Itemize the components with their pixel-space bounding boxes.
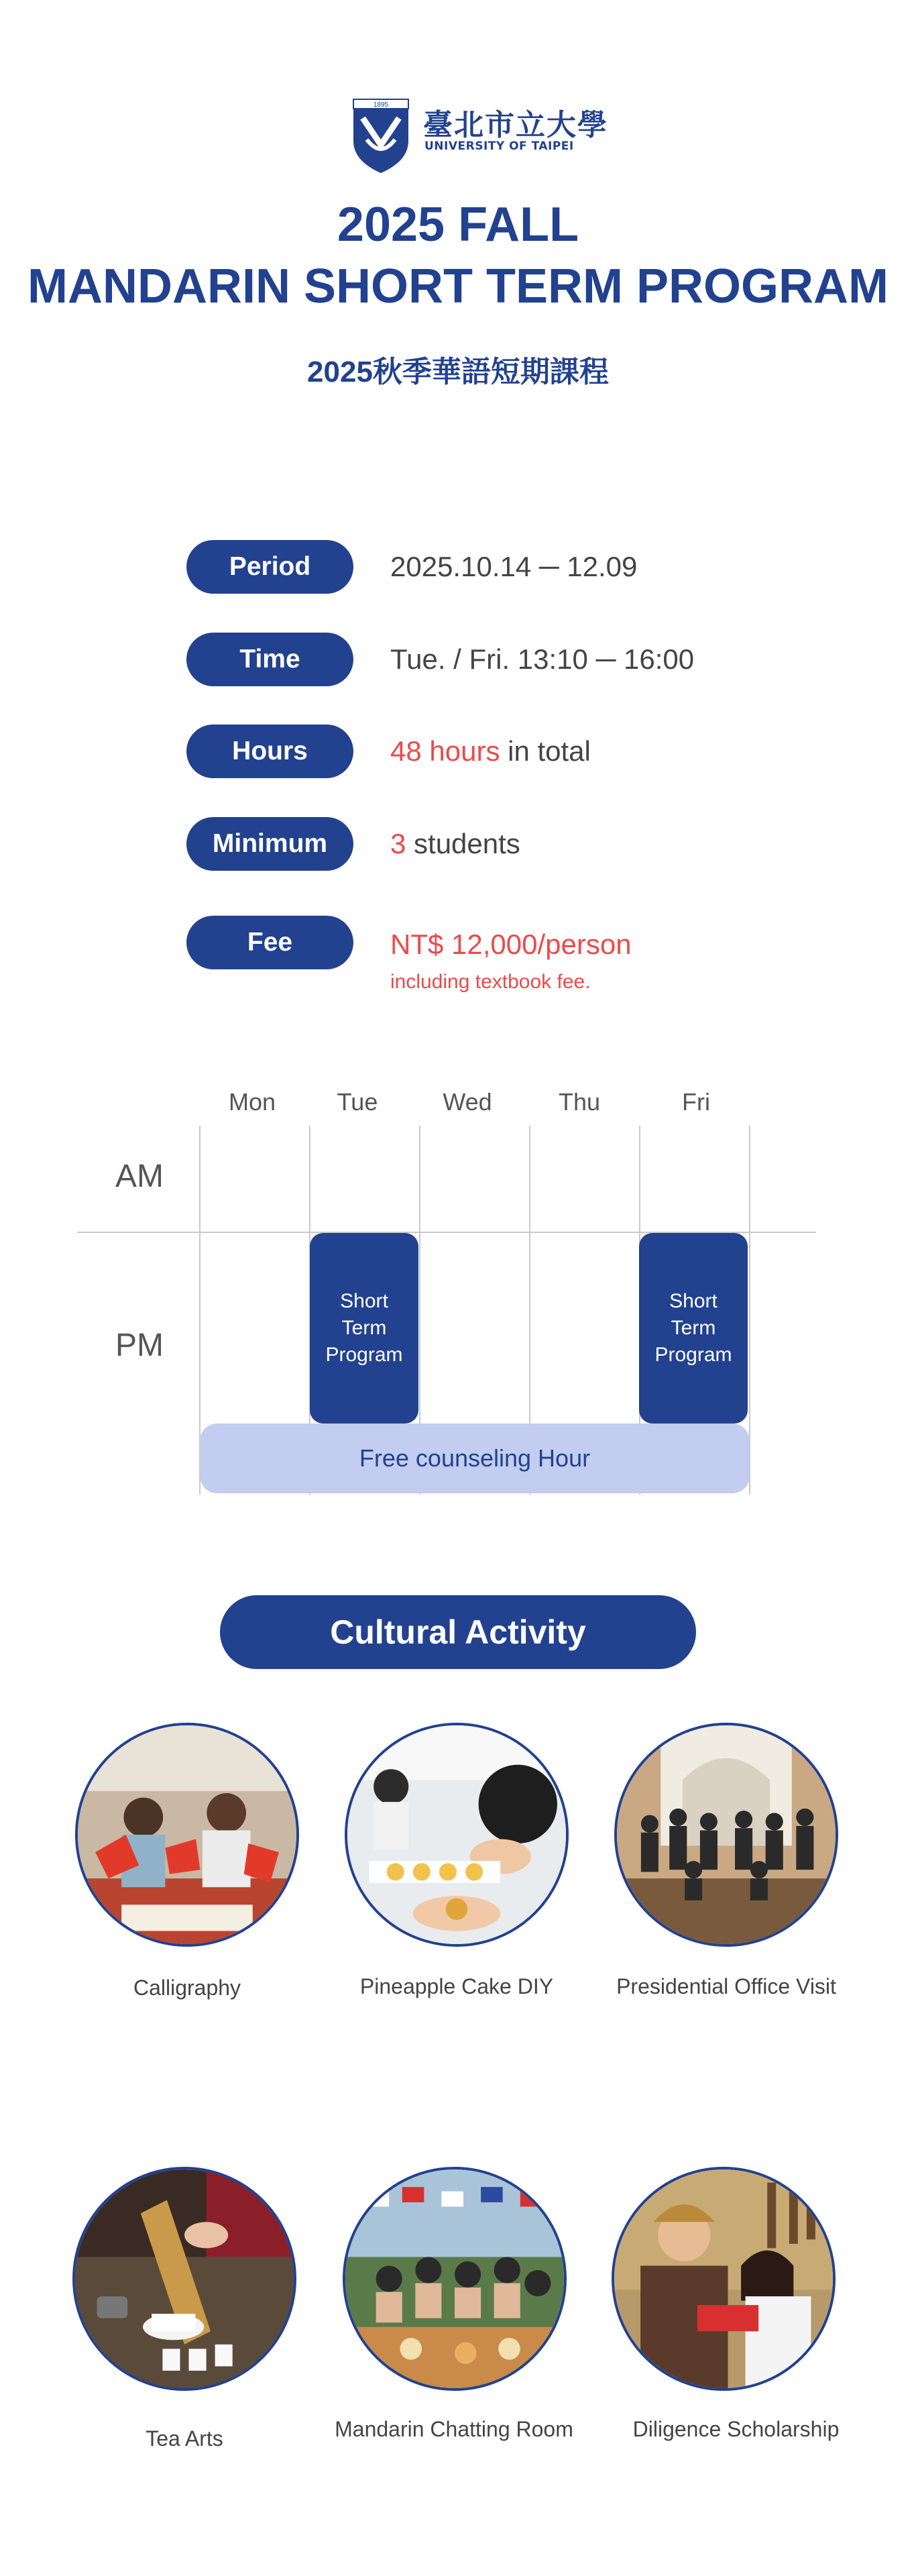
logo-english-name: UNIVERSITY OF TAIPEI xyxy=(424,140,574,153)
free-counseling-bar: Free counseling Hour xyxy=(200,1424,750,1493)
time-value: Tue. / Fri. 13:10 ─ 16:00 xyxy=(390,643,695,675)
tea-arts-photo xyxy=(72,2167,296,2391)
calligraphy-caption: Calligraphy xyxy=(133,1976,241,2000)
hours-label-pill: Hours xyxy=(186,724,353,778)
chatting-room-caption: Mandarin Chatting Room xyxy=(335,2417,573,2441)
chatting-room-photo xyxy=(343,2167,567,2391)
period-label-pill: Period xyxy=(186,540,353,594)
hours-rest: in total xyxy=(500,735,591,767)
page-title-line1: 2025 FALL xyxy=(337,198,579,252)
pineapple-cake-photo xyxy=(345,1723,569,1947)
day-thu: Thu xyxy=(558,1088,601,1116)
calligraphy-photo xyxy=(75,1723,299,1947)
pineapple-cake-caption: Pineapple Cake DIY xyxy=(359,1974,554,1998)
fee-value: NT$ 12,000/person xyxy=(390,928,632,960)
shield-icon xyxy=(351,94,411,174)
scholarship-caption: Diligence Scholarship xyxy=(632,2417,840,2441)
time-label-pill: Time xyxy=(186,633,353,686)
minimum-label-pill: Minimum xyxy=(186,817,353,871)
page-title-line2: MANDARIN SHORT TERM PROGRAM xyxy=(27,260,889,313)
minimum-value xyxy=(390,827,520,861)
fri-short-term-block: Short Term Program xyxy=(639,1233,748,1424)
minimum-rest: students xyxy=(406,828,520,859)
tue-short-term-block: Short Term Program xyxy=(310,1233,418,1424)
day-tue: Tue xyxy=(337,1088,378,1116)
university-logo xyxy=(351,94,608,174)
pm-label: PM xyxy=(115,1328,164,1363)
am-label: AM xyxy=(115,1159,164,1194)
page-subtitle-chinese: 2025秋季華語短期課程 xyxy=(307,356,609,388)
period-value: 2025.10.14 ─ 12.09 xyxy=(390,551,638,582)
day-wed: Wed xyxy=(443,1088,492,1116)
fee-label-pill: Fee xyxy=(186,916,353,969)
presidential-office-photo xyxy=(614,1723,838,1947)
minimum-highlight: 3 xyxy=(390,828,406,859)
hours-highlight: 48 hours xyxy=(390,735,500,767)
fee-note: including textbook fee. xyxy=(390,971,591,993)
day-mon: Mon xyxy=(228,1088,276,1116)
logo-chinese-name: 臺北市立大學 xyxy=(423,108,608,142)
hours-value xyxy=(390,735,591,768)
presidential-office-caption: Presidential Office Visit xyxy=(616,1974,836,1998)
tea-arts-caption: Tea Arts xyxy=(146,2426,223,2451)
cultural-activity-heading: Cultural Activity xyxy=(220,1595,696,1669)
day-fri: Fri xyxy=(682,1088,710,1116)
svg-text:1895: 1895 xyxy=(373,101,389,109)
scholarship-photo xyxy=(612,2167,836,2391)
